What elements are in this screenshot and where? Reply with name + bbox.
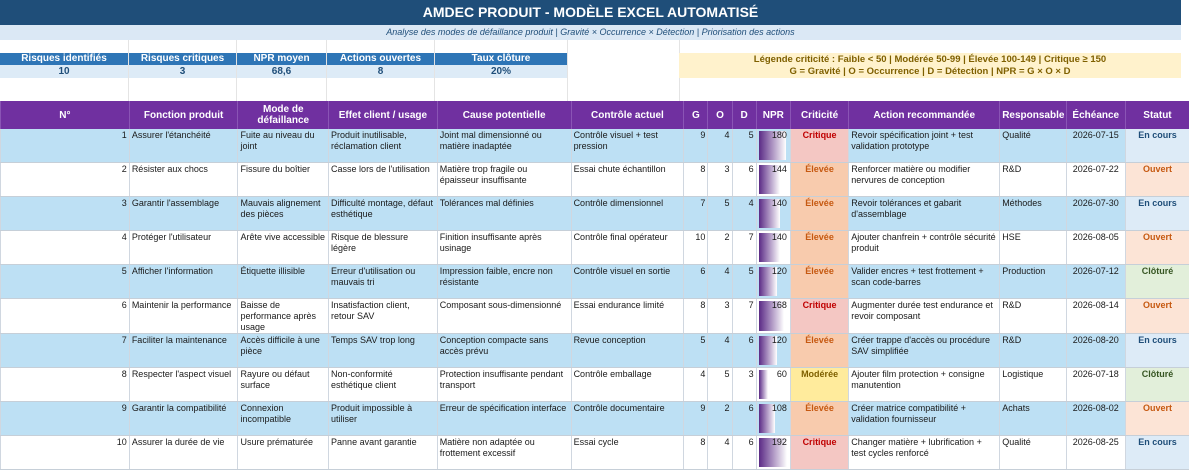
cell-statut[interactable]: Clôturé [1125, 368, 1189, 402]
cell-action[interactable]: Ajouter chanfrein + contrôle sécurité produit [849, 231, 1000, 265]
npr-value: 140 [772, 198, 787, 209]
cell-criticite[interactable]: Élevée [790, 334, 848, 368]
cell-criticite[interactable]: Élevée [790, 197, 848, 231]
cell-cause[interactable]: Tolérances mal définies [437, 197, 571, 231]
cell-effet[interactable]: Produit inutilisable, réclamation client [329, 129, 438, 163]
cell-controle[interactable]: Essai chute échantillon [571, 163, 684, 197]
col-header-action[interactable]: Action recommandée [849, 101, 1000, 129]
cell-criticite[interactable]: Critique [790, 299, 848, 334]
cell-controle[interactable]: Contrôle emballage [571, 368, 684, 402]
cell-d[interactable]: 6 [732, 163, 756, 197]
cell-d[interactable]: 6 [732, 334, 756, 368]
kpi-value-risques-identifies[interactable]: 10 [0, 65, 128, 78]
cell-o[interactable]: 2 [708, 231, 732, 265]
cell-controle[interactable]: Revue conception [571, 334, 684, 368]
npr-value: 192 [772, 437, 787, 448]
cell-cause[interactable]: Matière trop fragile ou épaisseur insuffisante [437, 163, 571, 197]
cell-g[interactable]: 8 [684, 299, 708, 334]
cell-echeance[interactable]: 2026-08-14 [1066, 299, 1125, 334]
cell-echeance[interactable]: 2026-08-05 [1066, 231, 1125, 265]
cell-responsable[interactable]: Production [1000, 265, 1066, 299]
cell-o[interactable]: 4 [708, 334, 732, 368]
cell-g[interactable]: 5 [684, 334, 708, 368]
col-header-criticite[interactable]: Criticité [790, 101, 848, 129]
col-header-npr[interactable]: NPR [756, 101, 790, 129]
cell-echeance[interactable]: 2026-08-20 [1066, 334, 1125, 368]
npr-value: 144 [772, 164, 787, 175]
cell-npr[interactable] [756, 299, 790, 334]
cell-g[interactable]: 4 [684, 368, 708, 402]
cell-statut[interactable]: Ouvert [1125, 402, 1189, 436]
npr-value: 180 [772, 130, 787, 141]
col-header-echeance[interactable]: Échéance [1066, 101, 1125, 129]
legend-line-formula: G = Gravité | O = Occurrence | D = Détection | NPR = G × O × D [679, 66, 1181, 78]
cell-cause[interactable]: Composant sous-dimensionné [437, 299, 571, 334]
cell-n[interactable]: 1 [1, 129, 130, 163]
cell-n[interactable]: 6 [1, 299, 130, 334]
cell-action[interactable]: Changer matière + lubrification + test cycles renforcé [849, 436, 1000, 470]
cell-responsable[interactable]: Achats [1000, 402, 1066, 436]
cell-statut[interactable]: Ouvert [1125, 299, 1189, 334]
cell-npr[interactable] [756, 368, 790, 402]
col-header-statut[interactable]: Statut [1125, 101, 1189, 129]
npr-value: 120 [772, 335, 787, 346]
cell-fonction[interactable]: Résister aux chocs [129, 163, 238, 197]
cell-npr[interactable] [756, 197, 790, 231]
cell-n[interactable]: 3 [1, 197, 130, 231]
amdec-table [0, 101, 1189, 470]
cell-n[interactable]: 10 [1, 436, 130, 470]
col-header-o[interactable]: O [708, 101, 732, 129]
col-header-responsable[interactable]: Responsable [1000, 101, 1066, 129]
cell-effet[interactable]: Erreur d'utilisation ou mauvais tri [329, 265, 438, 299]
cell-cause[interactable]: Finition insuffisante après usinage [437, 231, 571, 265]
table-row [1, 299, 1189, 334]
col-header-cause[interactable]: Cause potentielle [437, 101, 571, 129]
col-header-d[interactable]: D [732, 101, 756, 129]
col-header-fonction[interactable]: Fonction produit [129, 101, 238, 129]
cell-npr[interactable] [756, 402, 790, 436]
cell-cause[interactable]: Conception compacte sans accès prévu [437, 334, 571, 368]
cell-cause[interactable]: Protection insuffisante pendant transport [437, 368, 571, 402]
kpi-label-risques-critiques: Risques critiques [129, 53, 236, 65]
cell-mode[interactable]: Usure prématurée [238, 436, 329, 470]
npr-value: 60 [777, 369, 787, 380]
cell-responsable[interactable]: Qualité [1000, 129, 1066, 163]
kpi-value-risques-critiques[interactable]: 3 [129, 65, 236, 78]
cell-o[interactable]: 2 [708, 402, 732, 436]
table-header-row [1, 101, 1189, 129]
cell-d[interactable]: 7 [732, 299, 756, 334]
cell-npr[interactable] [756, 334, 790, 368]
kpi-value-actions-ouvertes[interactable]: 8 [327, 65, 434, 78]
cell-fonction[interactable]: Maintenir la performance [129, 299, 238, 334]
cell-criticite[interactable]: Modérée [790, 368, 848, 402]
col-header-n[interactable]: N° [1, 101, 130, 129]
cell-statut[interactable]: Ouvert [1125, 163, 1189, 197]
cell-statut[interactable]: En cours [1125, 334, 1189, 368]
cell-mode[interactable]: Arête vive accessible [238, 231, 329, 265]
cell-npr[interactable] [756, 163, 790, 197]
cell-statut[interactable]: En cours [1125, 129, 1189, 163]
kpi-value-npr-moyen[interactable]: 68,6 [237, 65, 326, 78]
cell-cause[interactable]: Erreur de spécification interface [437, 402, 571, 436]
cell-responsable[interactable]: R&D [1000, 334, 1066, 368]
cell-o[interactable]: 3 [708, 299, 732, 334]
cell-controle[interactable]: Contrôle visuel en sortie [571, 265, 684, 299]
cell-action[interactable]: Revoir spécification joint + test validation prototype [849, 129, 1000, 163]
table-row [1, 265, 1189, 299]
cell-n[interactable]: 2 [1, 163, 130, 197]
cell-criticite[interactable]: Élevée [790, 163, 848, 197]
cell-d[interactable]: 7 [732, 231, 756, 265]
cell-n[interactable]: 7 [1, 334, 130, 368]
kpi-label-actions-ouvertes: Actions ouvertes [327, 53, 434, 65]
cell-statut[interactable]: Clôturé [1125, 265, 1189, 299]
cell-responsable[interactable]: HSE [1000, 231, 1066, 265]
cell-o[interactable]: 5 [708, 197, 732, 231]
cell-d[interactable]: 5 [732, 129, 756, 163]
cell-responsable[interactable]: R&D [1000, 163, 1066, 197]
cell-g[interactable]: 8 [684, 436, 708, 470]
npr-value: 120 [772, 266, 787, 277]
cell-effet[interactable]: Non-conformité esthétique client [329, 368, 438, 402]
cell-criticite[interactable]: Élevée [790, 231, 848, 265]
cell-cause[interactable]: Joint mal dimensionné ou matière inadaptée [437, 129, 571, 163]
sheet-title: AMDEC PRODUIT - MODÈLE EXCEL AUTOMATISÉ [0, 0, 1181, 25]
cell-controle[interactable]: Contrôle final opérateur [571, 231, 684, 265]
cell-fonction[interactable]: Assurer la durée de vie [129, 436, 238, 470]
cell-effet[interactable]: Insatisfaction client, retour SAV [329, 299, 438, 334]
col-header-g[interactable]: G [684, 101, 708, 129]
cell-criticite[interactable]: Critique [790, 436, 848, 470]
cell-mode[interactable]: Accès difficile à une pièce [238, 334, 329, 368]
cell-d[interactable]: 6 [732, 402, 756, 436]
cell-g[interactable]: 6 [684, 265, 708, 299]
cell-effet[interactable]: Temps SAV trop long [329, 334, 438, 368]
cell-n[interactable]: 5 [1, 265, 130, 299]
cell-responsable[interactable]: Méthodes [1000, 197, 1066, 231]
cell-o[interactable]: 4 [708, 436, 732, 470]
cell-d[interactable]: 4 [732, 197, 756, 231]
cell-mode[interactable]: Baisse de performance après usage [238, 299, 329, 334]
col-header-mode[interactable]: Mode de défaillance [238, 101, 329, 129]
cell-npr[interactable] [756, 265, 790, 299]
kpi-label-npr-moyen: NPR moyen [237, 53, 326, 65]
cell-echeance[interactable]: 2026-07-18 [1066, 368, 1125, 402]
npr-value: 168 [772, 300, 787, 311]
npr-value: 140 [772, 232, 787, 243]
cell-echeance[interactable]: 2026-08-25 [1066, 436, 1125, 470]
cell-n[interactable]: 4 [1, 231, 130, 265]
cell-g[interactable]: 9 [684, 129, 708, 163]
col-header-controle[interactable]: Contrôle actuel [571, 101, 684, 129]
cell-mode[interactable]: Fuite au niveau du joint [238, 129, 329, 163]
table-row [1, 231, 1189, 265]
cell-fonction[interactable]: Faciliter la maintenance [129, 334, 238, 368]
cell-fonction[interactable]: Respecter l'aspect visuel [129, 368, 238, 402]
cell-mode[interactable]: Fissure du boîtier [238, 163, 329, 197]
cell-responsable[interactable]: Qualité [1000, 436, 1066, 470]
cell-mode[interactable]: Étiquette illisible [238, 265, 329, 299]
table-row [1, 197, 1189, 231]
cell-action[interactable]: Créer trappe d'accès ou procédure SAV simplifiée [849, 334, 1000, 368]
npr-data-bar [759, 370, 768, 399]
cell-effet[interactable]: Difficulté montage, défaut esthétique [329, 197, 438, 231]
cell-d[interactable]: 3 [732, 368, 756, 402]
cell-controle[interactable]: Contrôle documentaire [571, 402, 684, 436]
table-row [1, 334, 1189, 368]
cell-mode[interactable]: Rayure ou défaut surface [238, 368, 329, 402]
cell-statut[interactable]: En cours [1125, 197, 1189, 231]
table-row [1, 129, 1189, 163]
cell-npr[interactable] [756, 231, 790, 265]
cell-effet[interactable]: Produit impossible à utiliser [329, 402, 438, 436]
legend-line-criticity: Légende criticité : Faible < 50 | Modérée 50-99 | Élevée 100-149 | Critique ≥ 150 [679, 54, 1181, 66]
cell-echeance[interactable]: 2026-07-12 [1066, 265, 1125, 299]
cell-g[interactable]: 7 [684, 197, 708, 231]
table-row [1, 402, 1189, 436]
cell-npr[interactable] [756, 129, 790, 163]
sheet-subtitle: Analyse des modes de défaillance produit | Gravité × Occurrence × Détection | Priorisation des actions [0, 25, 1181, 40]
cell-responsable[interactable]: Logistique [1000, 368, 1066, 402]
cell-fonction[interactable]: Garantir la compatibilité [129, 402, 238, 436]
cell-responsable[interactable]: R&D [1000, 299, 1066, 334]
cell-criticite[interactable]: Critique [790, 129, 848, 163]
npr-value: 108 [772, 403, 787, 414]
cell-echeance[interactable]: 2026-07-22 [1066, 163, 1125, 197]
table-row [1, 368, 1189, 402]
cell-cause[interactable]: Impression faible, encre non résistante [437, 265, 571, 299]
cell-controle[interactable]: Contrôle visuel + test pression [571, 129, 684, 163]
cell-effet[interactable]: Casse lors de l'utilisation [329, 163, 438, 197]
cell-mode[interactable]: Mauvais alignement des pièces [238, 197, 329, 231]
cell-action[interactable]: Ajouter film protection + consigne manutention [849, 368, 1000, 402]
cell-action[interactable]: Augmenter durée test endurance et revoir composant [849, 299, 1000, 334]
cell-effet[interactable]: Risque de blessure légère [329, 231, 438, 265]
cell-fonction[interactable]: Afficher l'information [129, 265, 238, 299]
cell-o[interactable]: 5 [708, 368, 732, 402]
kpi-label-taux-cloture: Taux clôture [435, 53, 567, 65]
kpi-value-taux-cloture[interactable]: 20% [435, 65, 567, 78]
cell-o[interactable]: 4 [708, 129, 732, 163]
cell-cause[interactable]: Matière non adaptée ou frottement excessif [437, 436, 571, 470]
cell-statut[interactable]: En cours [1125, 436, 1189, 470]
cell-statut[interactable]: Ouvert [1125, 231, 1189, 265]
cell-echeance[interactable]: 2026-07-15 [1066, 129, 1125, 163]
cell-echeance[interactable]: 2026-08-02 [1066, 402, 1125, 436]
cell-action[interactable]: Créer matrice compatibilité + validation fournisseur [849, 402, 1000, 436]
cell-controle[interactable]: Contrôle dimensionnel [571, 197, 684, 231]
cell-o[interactable]: 4 [708, 265, 732, 299]
cell-fonction[interactable]: Assurer l'étanchéité [129, 129, 238, 163]
cell-controle[interactable]: Essai endurance limité [571, 299, 684, 334]
col-header-effet[interactable]: Effet client / usage [329, 101, 438, 129]
cell-fonction[interactable]: Garantir l'assemblage [129, 197, 238, 231]
cell-g[interactable]: 10 [684, 231, 708, 265]
cell-effet[interactable]: Panne avant garantie [329, 436, 438, 470]
cell-g[interactable]: 8 [684, 163, 708, 197]
cell-o[interactable]: 3 [708, 163, 732, 197]
kpi-label-risques-identifies: Risques identifiés [0, 53, 128, 65]
criticity-legend[interactable] [679, 53, 1181, 78]
table-row [1, 163, 1189, 197]
cell-echeance[interactable]: 2026-07-30 [1066, 197, 1125, 231]
cell-mode[interactable]: Connexion incompatible [238, 402, 329, 436]
cell-d[interactable]: 6 [732, 436, 756, 470]
cell-n[interactable]: 9 [1, 402, 130, 436]
cell-criticite[interactable]: Élevée [790, 402, 848, 436]
cell-fonction[interactable]: Protéger l'utilisateur [129, 231, 238, 265]
cell-action[interactable]: Revoir tolérances et gabarit d'assemblage [849, 197, 1000, 231]
cell-action[interactable]: Valider encres + test frottement + scan code-barres [849, 265, 1000, 299]
cell-criticite[interactable]: Élevée [790, 265, 848, 299]
cell-n[interactable]: 8 [1, 368, 130, 402]
cell-g[interactable]: 9 [684, 402, 708, 436]
cell-d[interactable]: 5 [732, 265, 756, 299]
cell-controle[interactable]: Essai cycle [571, 436, 684, 470]
cell-action[interactable]: Renforcer matière ou modifier nervures de conception [849, 163, 1000, 197]
